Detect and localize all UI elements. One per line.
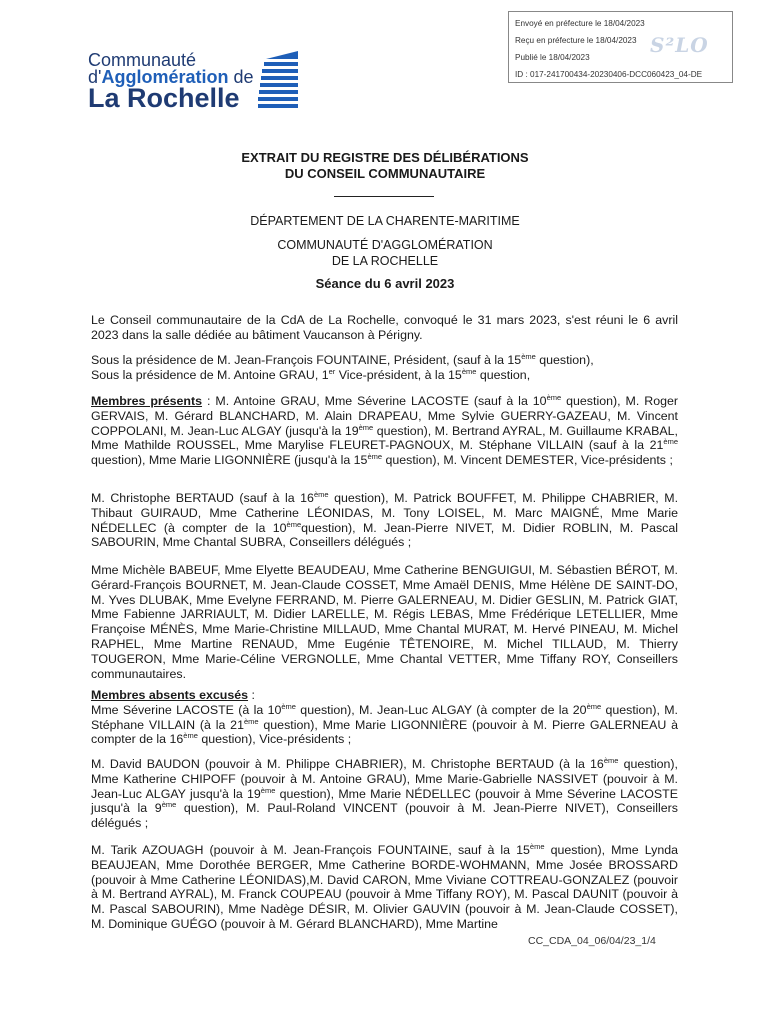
- page-footer-reference: CC_CDA_04_06/04/23_1/4: [528, 935, 656, 947]
- logo-stripes-icon: [258, 51, 298, 109]
- seance-date: Séance du 6 avril 2023: [315, 276, 455, 291]
- conseillers-communautaires-paragraph: Mme Michèle BABEUF, Mme Elyette BEAUDEAU, Mme Catherine BENGUIGUI, M. Sébastien BÉROT, M. Gérard-François BOURNET, M. Jean-Claude COSSET, Mme Amaël DENIS, Mme Hélène DE SAINT-DO, M. Yves DLUBAK, Mme Evelyne FERRAND, M. Pierre GALERNEAU, M. Didier GESLIN, M. Patrick GIAT, Mme Fabienne JARRIAULT, M. Didier LARELLE, M. Régis LEBAS, Mme Frédérique LETELLIER, Mme Françoise MÉNÈS, Mme Marie-Christine MILLAUD, Mme Chantal MURAT, M. Hervé PINEAU, M. Michel RAPHEL, Mme Martine RENAUD, Mme Eugénie TÊTENOIRE, M. Michel TILLAUD, M. Thierry TOUGERON, Mme Marie-Céline VERGNOLLE, Mme Chantal VETTER, Mme Tiffany ROY, Conseillers communautaires.: [91, 563, 678, 681]
- membres-presents-label: Membres présents: [91, 394, 203, 408]
- membres-absents-paragraph: Membres absents excusés : Mme Séverine LACOSTE (à la 10ème question), M. Jean-Luc ALGAY (à compter de la 20ème question), M. Stéphane VILLAIN (à la 21ème question), Mme Marie LIGONNIÈRE (pouvoir à M. Pierre GALERNEAU à compter de la 16ème question), Vice-présidents ;: [91, 688, 678, 747]
- membres-absents-label: Membres absents excusés: [91, 688, 249, 702]
- membres-presents-paragraph: Membres présents : M. Antoine GRAU, Mme Séverine LACOSTE (sauf à la 10ème question), M. Roger GERVAIS, M. Gérard BLANCHARD, M. Alain DRAPEAU, Mme Sylvie GUERRY-GAZEAU, M. Vincent COPPOLANI, M. Jean-Luc ALGAY (jusqu'à la 19ème question), M. Bertrand AYRAL, M. Guillaume KRABAL, Mme Mathilde ROUSSEL, Mme Marylise FLEURET-PAGNOUX, M. Stéphane VILLAIN (sauf à la 21ème question), Mme Marie LIGONNIÈRE (jusqu'à la 15ème question), M. Vincent DEMESTER, Vice-présidents ;: [91, 392, 678, 468]
- logo-line-1: Communauté: [88, 50, 197, 70]
- conseillers-delegues-paragraph: M. Christophe BERTAUD (sauf à la 16ème question), M. Patrick BOUFFET, M. Philippe CHABRIER, M. Thibaut GUIRAUD, Mme Catherine LÉONIDAS, M. Tony LOISEL, M. Marc MAIGNÉ, Mme Marie NÉDELLEC (à compter de la 10èmequestion), M. Jean-Pierre NIVET, M. Didier ROBLIN, M. Pascal SABOURIN, Mme Chantal SUBRA, Conseillers délégués ;: [91, 489, 679, 550]
- stamp-id: ID : 017-241700434-20230406-DCC060423_04-DE: [515, 70, 703, 79]
- register-title: EXTRAIT DU REGISTRE DES DÉLIBÉRATIONS DU CONSEIL COMMUNAUTAIRE: [241, 150, 529, 181]
- presidence-paragraph: Sous la présidence de M. Jean-François FOUNTAINE, Président, (sauf à la 15ème question), Sous la présidence de M. Antoine GRAU, 1er Vice-président, à la 15ème question,: [91, 351, 594, 382]
- stamp-received: Reçu en préfecture le 18/04/2023: [515, 36, 637, 45]
- logo-line-3: La Rochelle: [88, 83, 240, 113]
- stamp-sent: Envoyé en préfecture le 18/04/2023: [515, 19, 645, 28]
- logo-line-2: d'Agglomération de: [88, 67, 254, 87]
- intro-paragraph: Le Conseil communautaire de la CdA de La Rochelle, convoqué le 31 mars 2023, s'est réuni le 6 avril 2023 dans la salle dédiée au bâtiment Vaucanson à Périgny.: [91, 313, 678, 342]
- absents-conseillers-paragraph: M. Tarik AZOUAGH (pouvoir à M. Jean-François FOUNTAINE, sauf à la 15ème question), Mme Lynda BEAUJEAN, Mme Dorothée BERGER, Mme Catherine BORDE-WOHMANN, Mme Josée BROSSARD (pouvoir à Mme Catherine LÉONIDAS),M. David CARON, Mme Viviane COTTREAU-GONZALEZ (pouvoir à M. Bertrand AYRAL), M. Franck COUPEAU (pouvoir à Mme Tiffany ROY), M. Pascal DAUNIT (pouvoir à M. Pascal SABOURIN), Mme Nadège DÉSIR, M. Olivier GAUVIN (pouvoir à M. Jean-Claude COSSET), M. Dominique GUÉGO (pouvoir à M. Gérard BLANCHARD), Mme Martine: [91, 841, 678, 931]
- cda-heading: COMMUNAUTÉ D'AGGLOMÉRATION DE LA ROCHELLE: [277, 238, 493, 268]
- absents-delegues-paragraph: M. David BAUDON (pouvoir à M. Philippe CHABRIER), M. Christophe BERTAUD (à la 16ème question), Mme Katherine CHIPOFF (pouvoir à M. Antoine GRAU), Mme Marie-Gabrielle NASSIVET (pouvoir à M. Jean-Luc ALGAY jusqu'à la 19ème question), Mme Marie NÉDELLEC (pouvoir à Mme Séverine LACOSTE jusqu'à la 9ème question), M. Paul-Roland VINCENT (pouvoir à M. Jean-Pierre NIVET), Conseillers délégués ;: [91, 755, 678, 831]
- departement-heading: DÉPARTEMENT DE LA CHARENTE-MARITIME: [250, 214, 520, 228]
- slo-watermark: S²LO: [650, 33, 709, 57]
- title-rule: [334, 196, 434, 197]
- stamp-published: Publié le 18/04/2023: [515, 53, 590, 62]
